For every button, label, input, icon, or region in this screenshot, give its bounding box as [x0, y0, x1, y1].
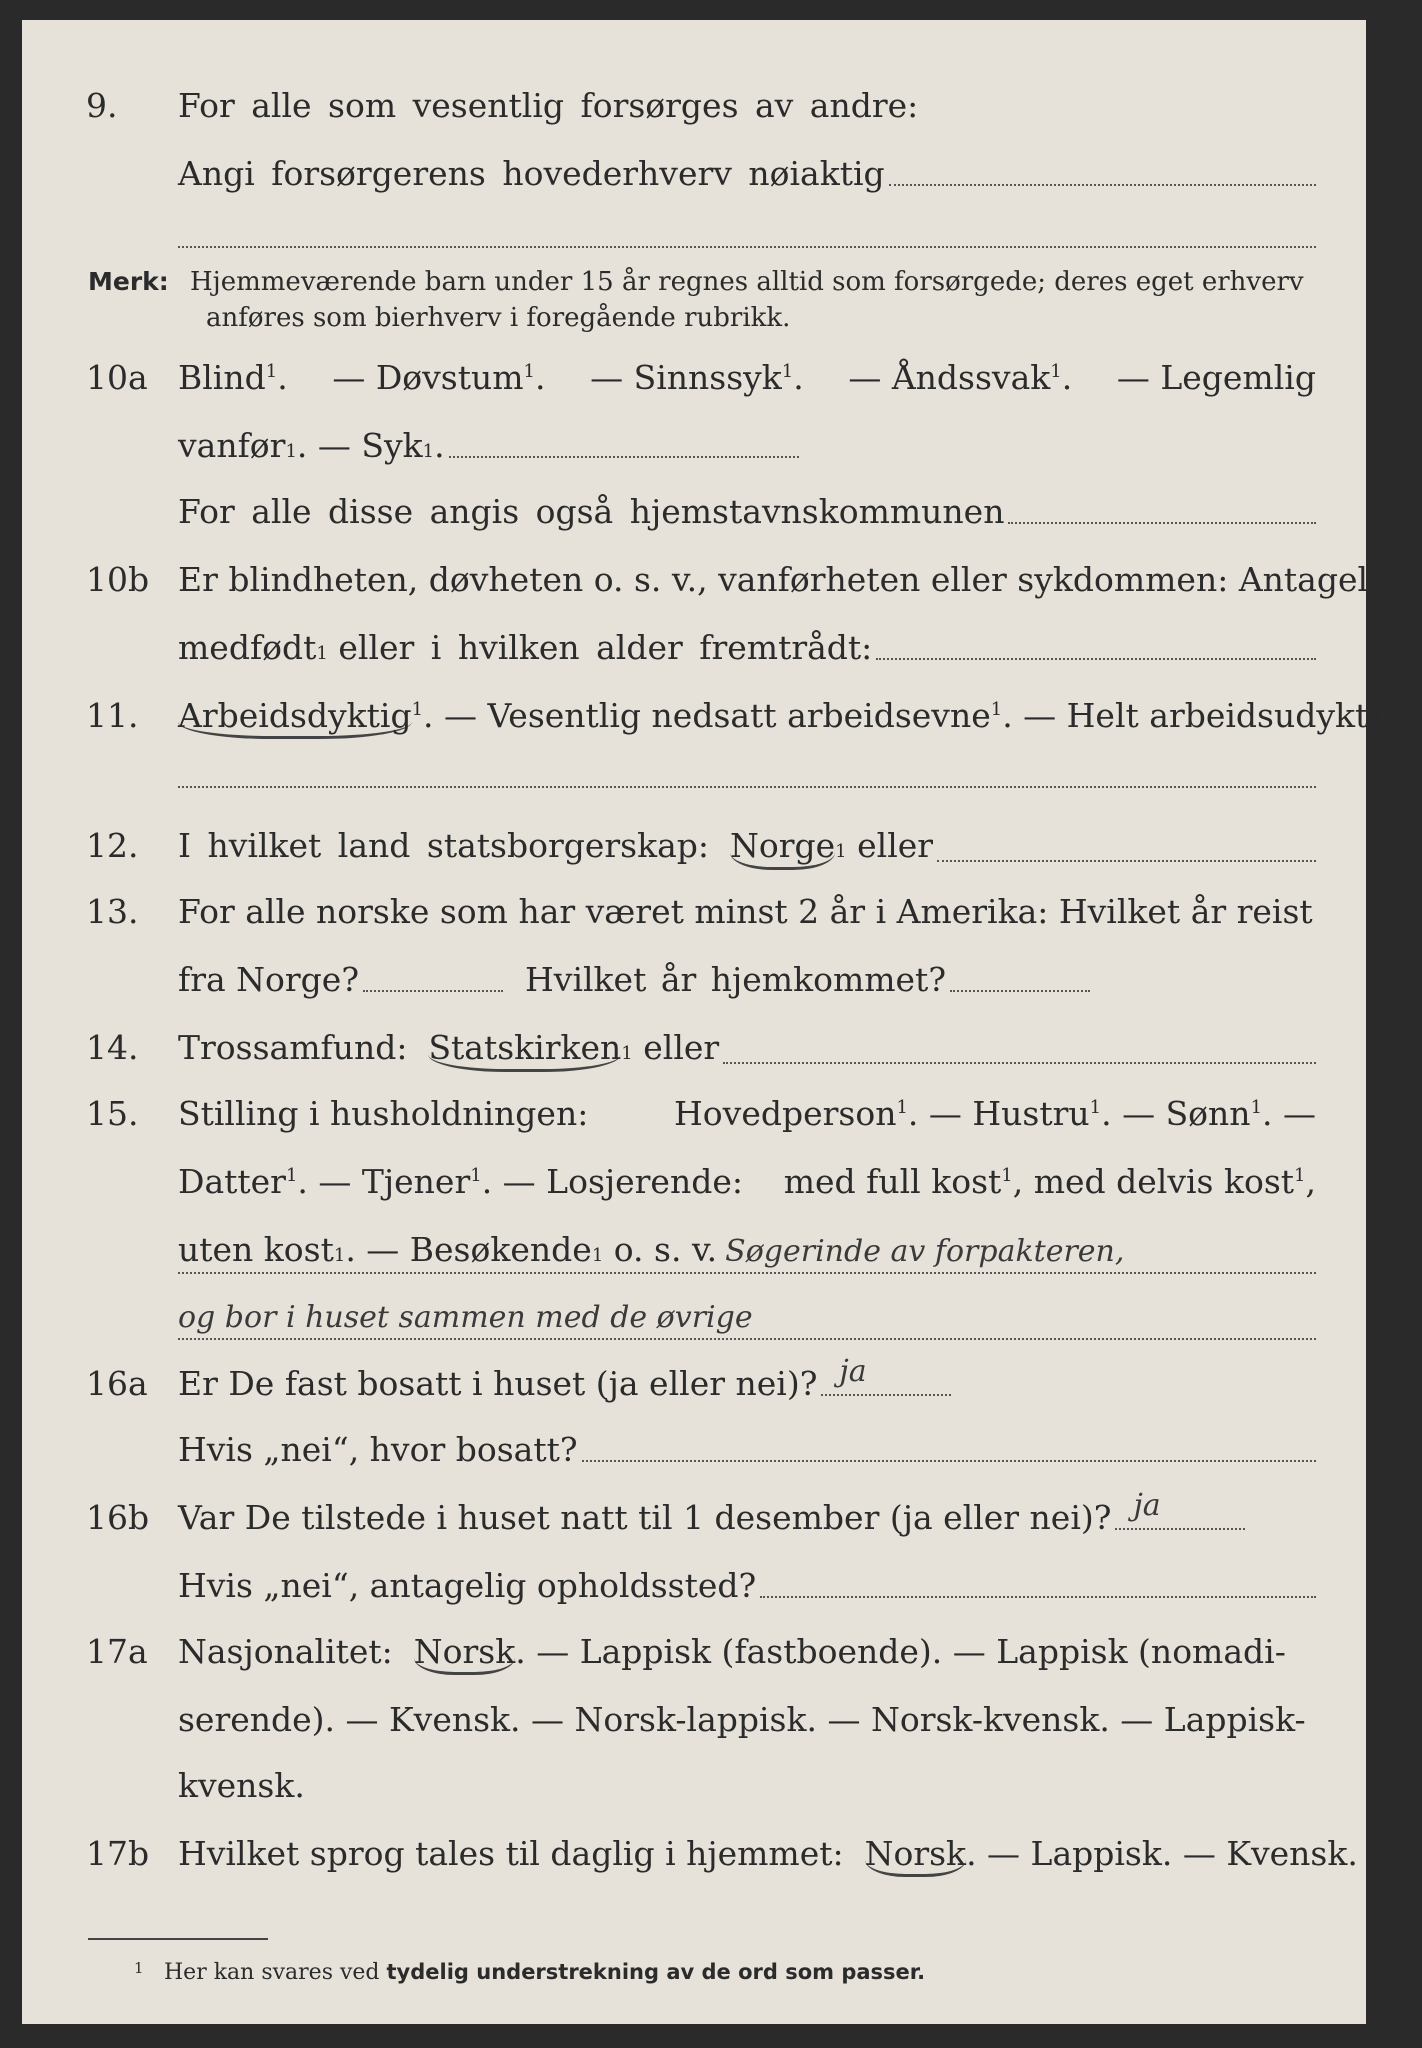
footnote-ref: 1: [470, 1165, 482, 1186]
option-legemlig: — Legemlig: [1116, 358, 1316, 397]
q15-handwritten-answer-2[interactable]: og bor i huset sammen med de øvrige: [178, 1300, 753, 1335]
q10a-answer-line[interactable]: [449, 455, 799, 458]
q9-answer-line[interactable]: [889, 183, 1316, 186]
q13-return-line[interactable]: [950, 989, 1090, 992]
footnote-bold-text: tydelig understrekning av de ord som passer.: [386, 1960, 926, 1984]
q9-text-2: Angi forsørgerens hovederhverv nøiaktig: [178, 154, 885, 193]
q17a-options-3: kvensk.: [178, 1766, 305, 1805]
q11-period: .: [1411, 696, 1422, 735]
q12-answer-line[interactable]: [937, 859, 1316, 862]
footnote-ref: 1: [1250, 1097, 1263, 1118]
option-hovedperson: Hovedperson: [674, 1094, 897, 1133]
footnote-ref: 1: [265, 361, 278, 382]
q10b-text-1: Er blindheten, døvheten o. s. v., vanførheten eller sykdommen: Antagelig: [178, 560, 1400, 599]
option-sonn: . — Sønn: [1101, 1094, 1251, 1133]
option-hustru: . — Hustru: [907, 1094, 1090, 1133]
q12-number: 12.: [86, 826, 139, 865]
option-vanfor: vanfør: [178, 426, 286, 465]
q10b-medfodt: medfødt: [178, 628, 317, 667]
option-sinnssyk: — Sinnssyk: [590, 358, 782, 397]
option-full-kost: med full kost: [783, 1162, 1002, 1201]
q16b-where-line[interactable]: [760, 1595, 1316, 1598]
q17b-options: . — Lappisk. — Kvensk.: [966, 1834, 1358, 1873]
footnote-rule: [88, 1938, 268, 1940]
footnote-ref: 1: [1294, 1165, 1306, 1186]
footnote-ref: 1: [1089, 1097, 1102, 1118]
option-uten-kost: uten kost: [178, 1230, 334, 1269]
footnote-ref: 1: [285, 1165, 298, 1186]
footnote-mark: 1: [134, 1959, 144, 1977]
option-arbeidsdyktig: Arbeidsdyktig: [178, 696, 412, 739]
q15-handwritten-answer-1[interactable]: Søgerinde av forpakteren,: [725, 1234, 1125, 1269]
option-nedsatt: . — Vesentlig nedsatt arbeidsevne: [423, 696, 991, 735]
q16b-number: 16b: [86, 1498, 150, 1537]
q16a-handwritten-answer: ja: [839, 1354, 867, 1389]
q9-text: For alle som vesentlig forsørges av andre:: [178, 86, 919, 125]
footnote-ref: 1: [990, 699, 1003, 720]
q17b-text: Hvilket sprog tales til daglig i hjemmet:: [178, 1834, 844, 1873]
q14-number: 14.: [86, 1028, 139, 1067]
q17a-text: Nasjonalitet:: [178, 1632, 393, 1671]
q14-eller: eller: [643, 1028, 720, 1067]
q15-osv: o. s. v.: [613, 1230, 718, 1269]
q15-number: 15.: [86, 1094, 139, 1133]
q16b-text: Var De tilstede i huset natt til 1 desember (ja eller nei)?: [178, 1498, 1112, 1537]
q16b-text-2: Hvis „nei“, antagelig opholdssted?: [178, 1566, 757, 1605]
q14-answer-line[interactable]: [723, 1061, 1316, 1064]
merk-text-2: anføres som bierhverv i foregående rubrikk.: [206, 303, 791, 333]
q17a-options-1: . — Lappisk (fastboende). — Lappisk (nomadi-: [515, 1632, 1286, 1671]
merk-label: Merk:: [88, 267, 169, 296]
q10b-answer-line[interactable]: [876, 657, 1316, 660]
q16a-answer-line[interactable]: [821, 1354, 951, 1396]
q13-return-label: Hvilket år hjemkommet?: [525, 960, 947, 999]
census-form-page: 9. For alle som vesentlig forsørges av andre: Angi forsørgerens hovederhverv nøiaktig Merk: Hjemmeværende barn under 15 år regnes alltid som forsørgede; deres eget erhverv anføres som bierhverv i foregående rubrikk. 10a Blind$^1$. — Døvstum$^1$. — Sinnssyk$^1$. — Åndssvak$^1$. — Legemlig vanfør 1 . — Syk 1 . For alle disse angis også hjemstavnskommunen 10b Er blindheten, døvheten o. s. v., vanførheten eller sykdommen: Antagelig medfødt 1 eller i hvilken alder fremtrådt: 11. Arbeidsdyktig$^1$. — Vesentlig nedsatt arbeidsevne$^1$. — Helt arbeidsudyktig$^1$. 12. I hvilket land statsborgerskap: Norge 1 eller 13. For alle norske som har været minst 2 år i Amerika: Hvilket år reist fra Norge? Hvilket år hjemkommet? 14. Trossamfund: Statskirken 1 eller 15. Stilling i husholdningen: Hovedperson$^1$. — Hustru$^1$. — Sønn$^1$. — Datter$^1$. — Tjener$^1$. — Losjerende: med full kost$^1$, med delvis kost$^1$, uten kost 1 . — Besøkende 1 o. s. v. Søgerinde av forpakteren, og bor i huset sammen med de øvrige 16a Er De fast bosatt i huset (ja eller nei)? ja Hvis „nei“, hvor bosatt? 16b Var De tilstede i huset natt til 1 desember (ja eller nei)? ja Hvis „nei“, antagelig opholdssted? 17a Nasjonalitet: Norsk. — Lappisk (fastboende). — Lappisk (nomadi- serende). — Kvensk. — Norsk-lappisk. — Norsk-kvensk. — Lappisk- kvensk. 17b Hvilket sprog tales til daglig i hjemmet: Norsk. — Lappisk. — Kvensk. 1 Her kan svares ved tydelig understrekning av de ord som passer.: [22, 20, 1366, 2024]
q10b-number: 10b: [86, 560, 150, 599]
footnote-ref: 1: [411, 699, 424, 720]
option-dovstum: — Døvstum: [332, 358, 524, 397]
q11-number: 11.: [86, 696, 139, 735]
merk-text-1: Hjemmeværende barn under 15 år regnes alltid som forsørgede; deres eget erhverv: [190, 267, 1304, 297]
footnote-text: Her kan svares ved: [164, 1960, 380, 1985]
option-norge: Norge: [730, 826, 835, 870]
q12-text: I hvilket land statsborgerskap:: [178, 826, 710, 865]
footnote-ref: 1: [896, 1097, 908, 1118]
q13-text-1: For alle norske som har været minst 2 år i Amerika: Hvilket år reist: [178, 892, 1313, 931]
q13-departure-label: fra Norge?: [178, 960, 360, 999]
q11-answer-line[interactable]: [178, 786, 1316, 788]
option-datter: Datter: [178, 1162, 286, 1201]
q17b-number: 17b: [86, 1834, 150, 1873]
option-norsk: Norsk: [414, 1632, 515, 1675]
q15-comma: ,: [1305, 1162, 1316, 1201]
option-syk: — Syk: [317, 426, 423, 465]
q17a-options-2: serende). — Kvensk. — Norsk-lappisk. — Norsk-kvensk. — Lappisk-: [178, 1700, 1306, 1739]
footnote-ref: 1: [1001, 1165, 1013, 1186]
q15-text: Stilling i husholdningen:: [178, 1094, 589, 1133]
footnote-ref: 1: [1050, 361, 1062, 382]
option-norsk-language: Norsk: [865, 1834, 966, 1877]
footnote-ref: 1: [1399, 699, 1412, 720]
q16a-where-line[interactable]: [582, 1459, 1316, 1462]
option-besokende: . — Besøkende: [345, 1230, 592, 1269]
q13-number: 13.: [86, 892, 139, 931]
q17a-number: 17a: [86, 1632, 148, 1671]
q16a-number: 16a: [86, 1364, 148, 1403]
q9-number: 9.: [86, 86, 118, 125]
q9-answer-line-2[interactable]: [178, 246, 1316, 248]
q15-dash: . —: [1262, 1094, 1316, 1133]
q16a-text: Er De fast bosatt i huset (ja eller nei)?: [178, 1364, 818, 1403]
footnote-ref: 1: [781, 361, 794, 382]
q10a-text-3: For alle disse angis også hjemstavnskommunen: [178, 492, 1005, 531]
q10a-hometown-line[interactable]: [1008, 521, 1316, 524]
option-tjener: . — Tjener: [297, 1162, 471, 1201]
q12-eller: eller: [857, 826, 934, 865]
option-delvis-kost: , med delvis kost: [1012, 1162, 1295, 1201]
q16a-text-2: Hvis „nei“, hvor bosatt?: [178, 1430, 578, 1469]
q16b-answer-line[interactable]: [1115, 1488, 1245, 1530]
option-andssvak: — Åndssvak: [848, 358, 1051, 397]
q13-departure-line[interactable]: [363, 989, 503, 992]
footnote-ref: 1: [523, 361, 535, 382]
q10b-text-2: eller i hvilken alder fremtrådt:: [338, 628, 873, 667]
q16b-handwritten-answer: ja: [1133, 1488, 1161, 1523]
option-statskirken: Statskirken: [428, 1028, 621, 1072]
option-losjerende: . — Losjerende:: [481, 1162, 743, 1201]
option-udyktig: . — Helt arbeidsudyktig: [1002, 696, 1400, 735]
option-blind: Blind: [178, 358, 266, 397]
q14-text: Trossamfund:: [178, 1028, 408, 1067]
q10a-number: 10a: [86, 358, 148, 397]
